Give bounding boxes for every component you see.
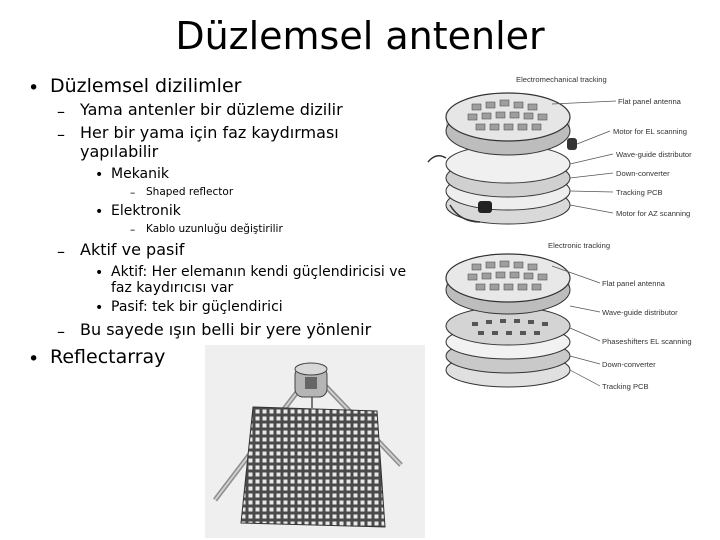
label-down-converter: Down-converter — [602, 360, 656, 369]
bullet-marker: • — [95, 265, 104, 281]
bullet-marker: • — [95, 167, 104, 183]
bullet-marker: • — [28, 77, 40, 99]
bullet-cable-length: Kablo uzunluğu değiştirilir — [146, 223, 283, 235]
diagram-top-heading: Electromechanical tracking — [516, 75, 607, 84]
label-tracking-pcb: Tracking PCB — [602, 382, 649, 391]
label-motor-el-scanning: Motor for EL scanning — [613, 127, 688, 136]
slide-title: Düzlemsel antenler — [175, 14, 545, 58]
bullet-phase-shift-cont: yapılabilir — [80, 142, 159, 161]
dash-marker: – — [130, 224, 136, 236]
dash-marker: – — [57, 125, 65, 144]
bullet-patch-antennas: Yama antenler bir düzleme dizilir — [80, 100, 343, 119]
label-down-converter: Down-converter — [616, 169, 670, 178]
bullet-marker: • — [95, 300, 104, 316]
reflectarray-photo — [205, 345, 425, 538]
electronic-tracking-diagram — [420, 236, 710, 396]
bullet-phase-shift: Her bir yama için faz kaydırması — [80, 123, 339, 142]
label-motor-az-scanning: Motor for AZ scanning — [616, 209, 691, 218]
label-phaseshifters-el-scanning: Phaseshifters EL scanning — [602, 337, 692, 346]
diagram-bottom-heading: Electronic tracking — [548, 241, 611, 250]
dash-marker: – — [57, 102, 65, 121]
bullet-beam-steering: Bu sayede ışın belli bir yere yönlenir — [80, 320, 372, 339]
dash-marker: – — [130, 187, 136, 199]
bullet-shaped-reflector: Shaped reflector — [146, 186, 234, 198]
bullet-planar-arrays: Düzlemsel dizilimler — [50, 75, 242, 97]
label-tracking-pcb: Tracking PCB — [616, 188, 663, 197]
electromechanical-tracking-diagram — [420, 70, 710, 232]
label-wave-guide-distributor: Wave-guide distributor — [616, 150, 692, 159]
bullet-active: Aktif: Her elemanın kendi güçlendiricisi ve — [111, 264, 407, 280]
dash-marker: – — [57, 322, 65, 341]
dash-marker: – — [57, 242, 65, 261]
label-flat-panel-antenna: Flat panel antenna — [618, 97, 681, 106]
bullet-mechanical: Mekanik — [111, 166, 170, 182]
bullet-marker: • — [28, 348, 40, 370]
label-flat-panel-antenna: Flat panel antenna — [602, 279, 665, 288]
bullet-electronic: Elektronik — [111, 203, 181, 219]
bullet-marker: • — [95, 204, 104, 220]
bullet-active-passive: Aktif ve pasif — [80, 240, 185, 259]
bullet-active-cont: faz kaydırıcısı var — [111, 280, 234, 296]
label-wave-guide-distributor: Wave-guide distributor — [602, 308, 678, 317]
bullet-passive: Pasif: tek bir güçlendirici — [111, 299, 283, 315]
bullet-reflectarray: Reflectarray — [50, 346, 166, 368]
